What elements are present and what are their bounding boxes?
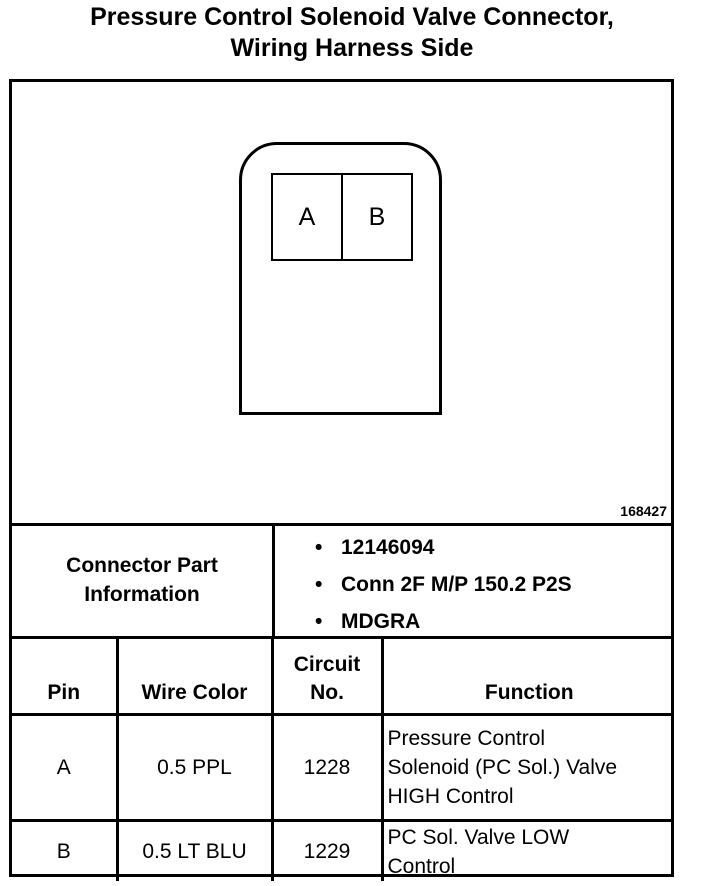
- function-line: Control: [387, 854, 456, 878]
- wire-color-cell: 0.5 LT BLU: [117, 821, 272, 882]
- header-circuit: [272, 636, 382, 715]
- pin-cell: B: [12, 821, 117, 882]
- info-label-line-2: Information: [84, 582, 200, 606]
- function-line: Pressure Control: [387, 727, 546, 750]
- connector-body: [239, 142, 442, 415]
- pin-cell: A: [12, 715, 117, 821]
- header-function: Function: [382, 636, 671, 715]
- header-pin: Pin: [12, 636, 117, 715]
- wire-color-cell: 0.5 PPL: [117, 715, 272, 821]
- page-title: [0, 2, 704, 64]
- connector-diagram: [12, 82, 671, 526]
- circuit-cell: 1228: [272, 715, 382, 821]
- pinout-table: [12, 636, 671, 881]
- header-wire-color: Wire Color: [117, 636, 272, 715]
- table-header-row: [12, 636, 671, 715]
- table-row: [12, 821, 671, 882]
- function-cell: [382, 715, 671, 821]
- function-cell: [382, 821, 671, 882]
- function-line: HIGH Control: [387, 785, 514, 808]
- connector-family: • MDGRA: [315, 603, 572, 640]
- title-line-2: Wiring Harness Side: [230, 34, 474, 62]
- figure-id: 168427: [620, 503, 667, 519]
- connector-part-info-label: [12, 523, 275, 636]
- connector-frame: [9, 79, 674, 877]
- header-circuit-line-1: Circuit: [293, 653, 361, 676]
- info-label-line-1: Connector Part: [66, 553, 218, 577]
- circuit-cell: 1229: [272, 821, 382, 882]
- function-line: PC Sol. Valve LOW: [387, 825, 570, 849]
- title-line-1: Pressure Control Solenoid Valve Connector,: [90, 3, 614, 31]
- cavity-a: A: [271, 173, 343, 261]
- part-info-list: [315, 529, 572, 640]
- table-row: [12, 715, 671, 821]
- cavity-b: B: [341, 173, 413, 261]
- function-line: Solenoid (PC Sol.) Valve: [387, 756, 618, 779]
- connector-part-info: [12, 523, 671, 639]
- part-number: • 12146094: [315, 529, 572, 566]
- connector-description: • Conn 2F M/P 150.2 P2S: [315, 566, 572, 603]
- header-circuit-line-2: No.: [310, 681, 344, 704]
